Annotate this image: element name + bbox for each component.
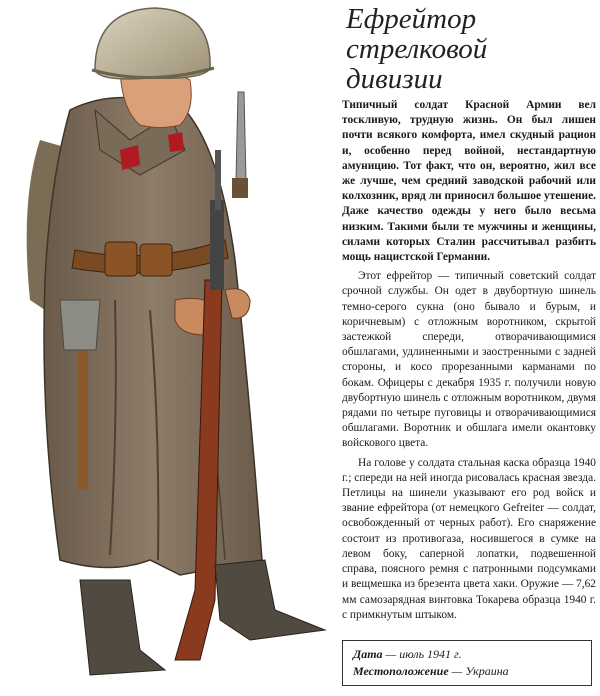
title-line-2: стрелковой [346, 33, 488, 65]
body-paragraph-2: Этот ефрейтор — типичный советский солдат срочной службы. Он одет в двубортную шинель темно-серого сукна (оно бывало и бурым, и коричневым) с отложным воротником, скрытой застежкой спереди, отворачивающимися обшлагами, удлиненными и заостренными с задней стороны, и косо прорезанными карманами по бокам. Офицеры с декабря 1935 г. получили новую двубортную шинель с отложным воротником, двумя рядами по четыре пуговицы и отворачивающимися обшлагами. Воротник и обшлага имели окантовку войскового цвета. [342, 270, 596, 450]
title-line-3: дивизии [346, 63, 443, 95]
info-date-label: Дата [353, 647, 383, 661]
info-location-value: — Украина [448, 664, 509, 678]
info-location-row [353, 663, 581, 680]
article-title [346, 4, 596, 94]
lead-paragraph: Типичный солдат Красной Армии вел тоскливую, трудную жизнь. Он был лишен почти всякого комфорта, имел скудный рацион и, особенно перед войной, нестандартную амуницию. Тот факт, что он, вероятно, жил все же лучше, чем средний заводской рабочий или колхозник, вряд ли приносил большое утешение. Даже качество одежды у него было весьма низким. Такими были те мужчины и женщины, силами которых Сталин рассчитывал разбить мощь нацистской Германии. [342, 99, 596, 264]
info-location-label: Местоположение [353, 664, 449, 678]
info-date-value: — июль 1941 г. [382, 647, 462, 661]
article-body [342, 98, 596, 623]
title-line-1: Ефрейтор [346, 3, 477, 35]
info-box [342, 640, 592, 686]
info-date-row [353, 646, 581, 663]
body-paragraph-3: На голове у солдата стальная каска образца 1940 г.; спереди на ней иногда рисовалась красная звезда. Петлицы на шинели указывают его род войск и звание ефрейтора (от немецкого Gefreiter — солдат, освобожденный от черных работ). Его снаряжение состоит из противогаза, носившегося в сумке на левом боку, саперной лопатки, подвешенной справа, поясного ремня с патронными подсумками и вещмешка из брезента цвета хаки. Оружие — 7,62 мм самозарядная винтовка Токарева образца 1940 г. с примкнутым штыком. [342, 456, 596, 621]
